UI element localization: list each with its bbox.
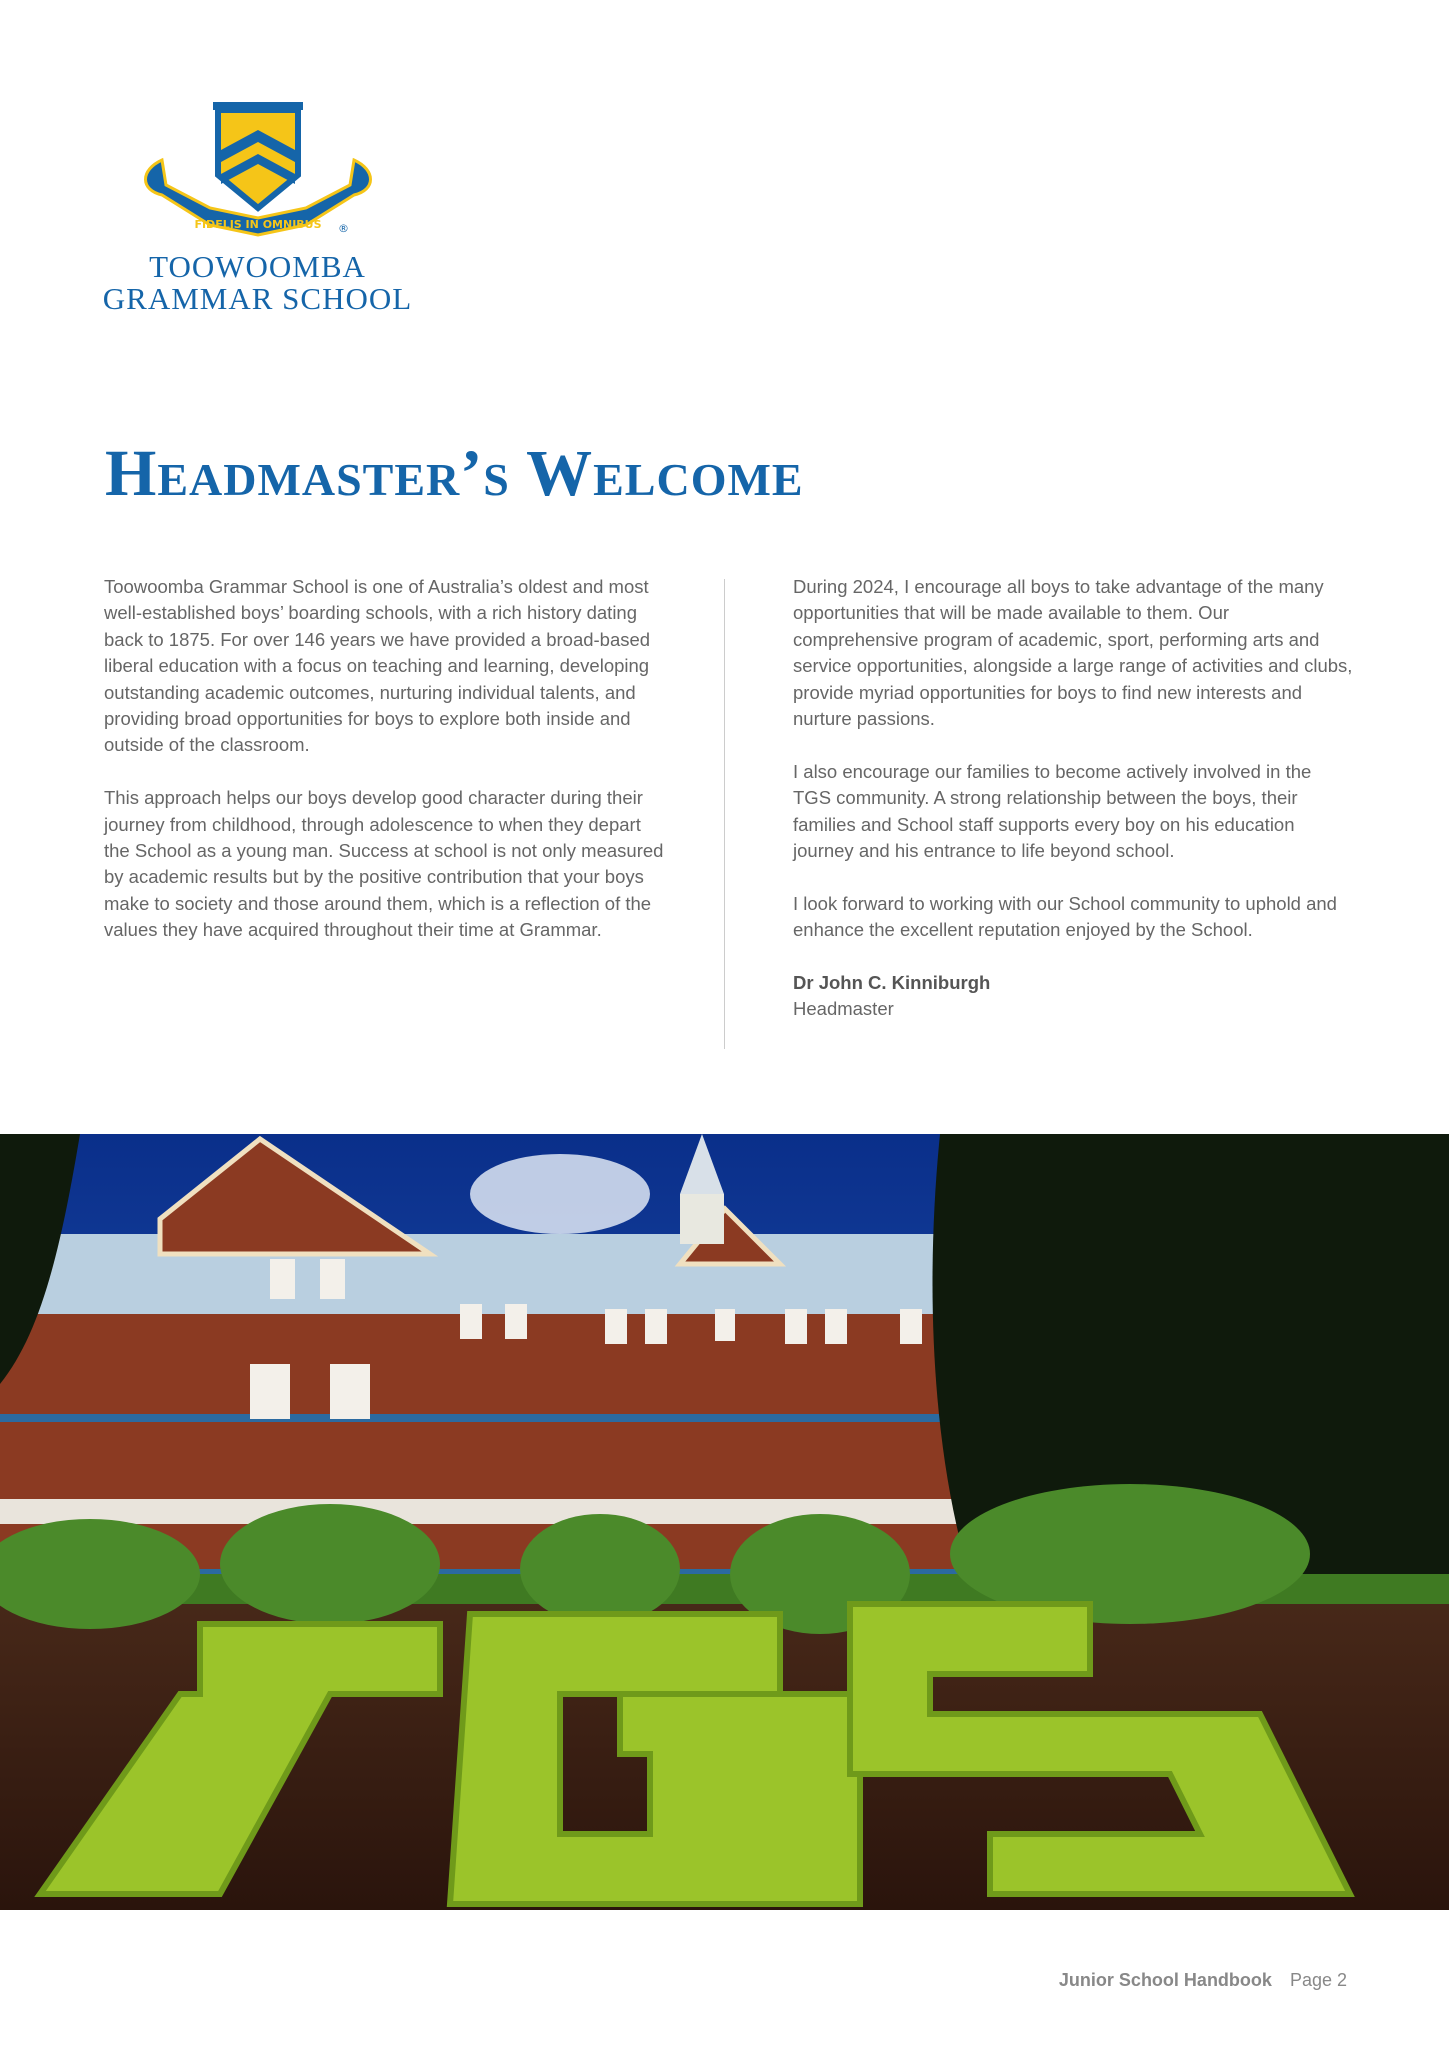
school-logo (100, 100, 415, 316)
school-building-photo (0, 1134, 1449, 1910)
paragraph: Toowoomba Grammar School is one of Australia’s oldest and most well-established boys’ boarding schools, with a rich history dating back to 1875. For over 146 years we have provided a broad-based liberal education with a focus on teaching and learning, developing outstanding academic outcomes, nurturing individual talents, and providing broad opportunities for boys to explore both inside and outside of the classroom. (104, 576, 651, 756)
logo-name-line2: GRAMMAR SCHOOL (102, 281, 413, 316)
page-title: Headmaster’s Welcome (105, 437, 804, 510)
crest-icon (100, 100, 415, 260)
svg-text:®: ® (338, 222, 349, 235)
column-divider (724, 579, 725, 1049)
footer-handbook-title: Junior School Handbook (1058, 1970, 1272, 1990)
right-column (793, 574, 1353, 1023)
footer-page-number: Page 2 (1289, 1970, 1347, 1990)
paragraph: During 2024, I encourage all boys to take advantage of the many opportunities that will be made available to them. Our comprehensive program of academic, sport, performing arts and service opportunities, alongside a large range of activities and clubs, provide myriad opportunities for boys to find new interests and nurture passions. (793, 576, 1353, 730)
left-column (104, 574, 664, 970)
paragraph: I also encourage our families to become actively involved in the TGS community. A strong relationship between the boys, their families and School staff supports every boy on his education journey and his entrance to life beyond school. (793, 760, 1312, 862)
motto-text: FIDELIS IN OMNIBUS (194, 218, 322, 231)
page-footer (1059, 1970, 1347, 1991)
paragraph: I look forward to working with our School community to uphold and enhance the excellent reputation enjoyed by the School. (793, 892, 1337, 941)
paragraph: This approach helps our boys develop good character during their journey from childhood, through adolescence to when they depart the School as a young man. Success at school is not only measured by academic results but by the positive contribution that your boys make to society and those around them, which is a reflection of the values they have acquired throughout their time at Grammar. (104, 787, 664, 941)
logo-name-line1: TOOWOOMBA (149, 249, 366, 284)
signature-name: Dr John C. Kinniburgh (793, 972, 991, 994)
signature-role: Headmaster (793, 998, 894, 1020)
